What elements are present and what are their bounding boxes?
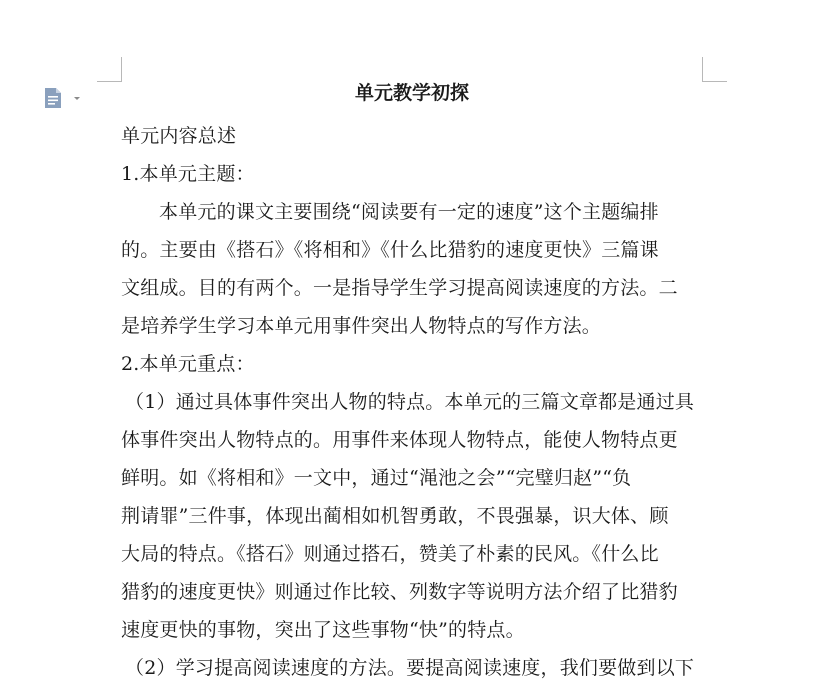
paragraph-line: 鲜明。如《将相和》一文中，通过“渑池之会”“完璧归赵”“负 bbox=[121, 467, 632, 489]
paragraph-line: （1）通过具体事件突出人物的特点。本单元的三篇文章都是通过具 bbox=[125, 391, 695, 413]
section-heading: 单元内容总述 bbox=[121, 125, 237, 147]
subsection-heading: 1.本单元主题： bbox=[121, 163, 255, 185]
paragraph-line: 速度更快的事物，突出了这些事物“快”的特点。 bbox=[121, 619, 525, 641]
page-title: 单元教学初探 bbox=[354, 82, 469, 104]
paragraph-line: 体事件突出人物特点的。用事件来体现人物特点，能使人物特点更 bbox=[121, 429, 678, 451]
crop-mark-top-left bbox=[97, 57, 122, 82]
crop-mark-top-right bbox=[702, 57, 727, 82]
paragraph-line: 本单元的课文主要围绕“阅读要有一定的速度”这个主题编排 bbox=[159, 201, 659, 223]
paragraph-line: 大局的特点。《搭石》则通过搭石，赞美了朴素的民风。《什么比 bbox=[121, 543, 659, 565]
paragraph-line: 的。主要由《搭石》《将相和》《什么比猎豹的速度更快》三篇课 bbox=[121, 239, 659, 261]
paragraph-line: （2）学习提高阅读速度的方法。要提高阅读速度，我们要做到以下 bbox=[125, 657, 695, 679]
document-body bbox=[121, 117, 706, 687]
paragraph-line: 是培养学生学习本单元用事件突出人物特点的写作方法。 bbox=[121, 315, 602, 337]
paragraph-line: 猎豹的速度更快》则通过作比较、列数字等说明方法介绍了比猎豹 bbox=[121, 581, 678, 603]
paragraph-line: 文组成。目的有两个。一是指导学生学习提高阅读速度的方法。二 bbox=[121, 277, 678, 299]
paragraph-line: 荆请罪”三件事，体现出蔺相如机智勇敢，不畏强暴，识大体、顾 bbox=[121, 505, 669, 527]
subsection-heading: 2.本单元重点： bbox=[121, 353, 255, 375]
